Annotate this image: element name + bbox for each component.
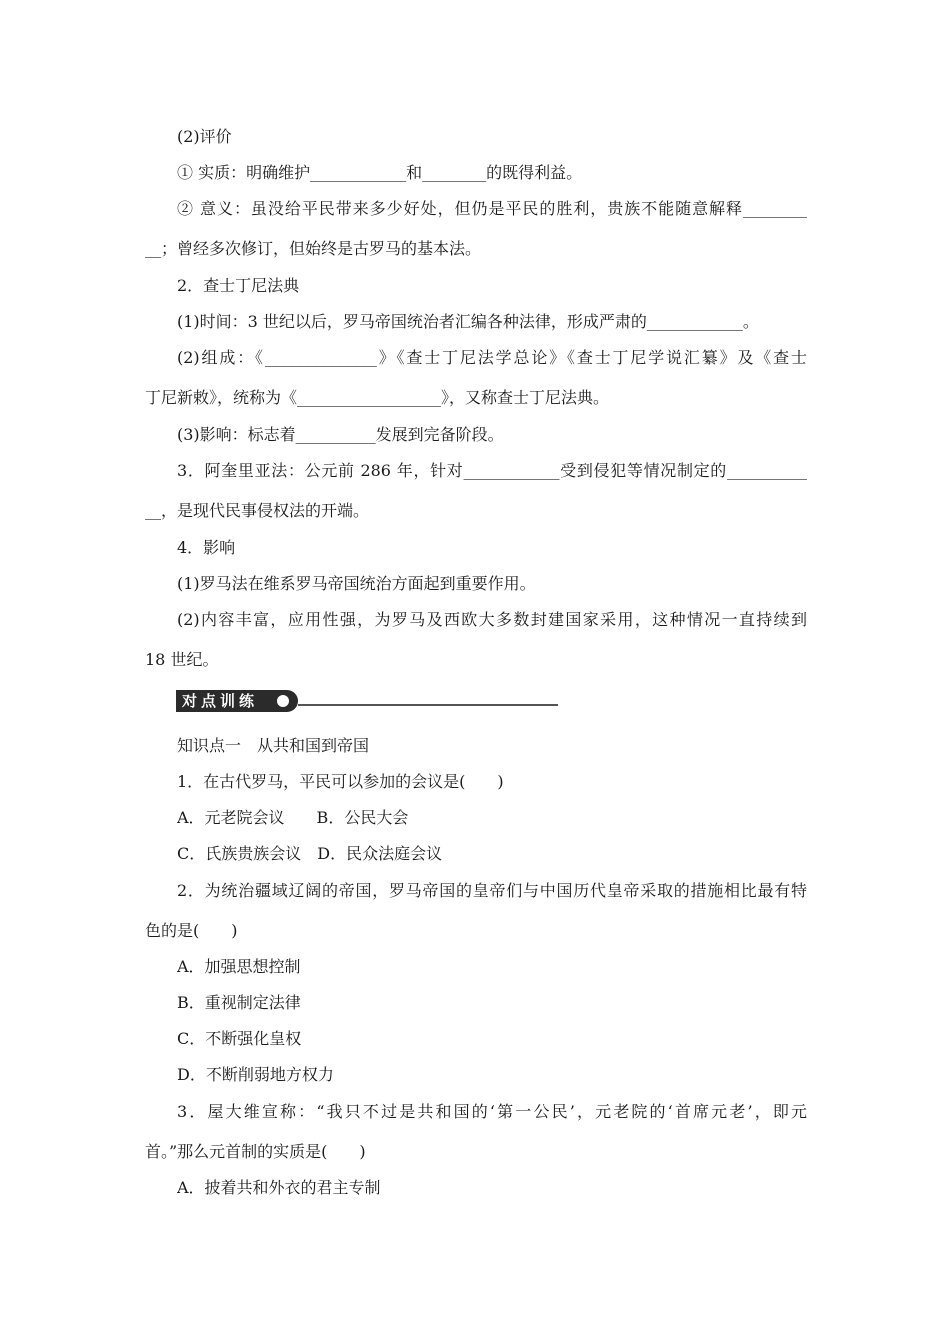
circle-bullet-icon	[277, 695, 289, 707]
text-line: 18 世纪。	[145, 650, 219, 669]
question-2-option: A．加强思想控制	[177, 957, 301, 976]
question-1-options: A．元老院会议 B．公民大会	[177, 808, 409, 827]
question-2-option: D．不断削弱地方权力	[177, 1065, 334, 1084]
text-line: ① 实质：明确维护____________和________的既得利益。	[177, 163, 583, 182]
section-divider	[298, 704, 558, 706]
text-line: (2)评价	[177, 127, 232, 146]
text-line: ② 意义：虽没给平民带来多少好处，但仍是平民的胜利，贵族不能随意解释________	[177, 199, 807, 218]
text-line: (2)组成：《______________》《查士丁尼法学总论》《查士丁尼学说汇纂》及《查士	[177, 348, 807, 367]
question-3: 首。”那么元首制的实质是( )	[145, 1142, 366, 1161]
text-line: (1)罗马法在维系罗马帝国统治方面起到重要作用。	[177, 574, 536, 593]
question-2: 2．为统治疆域辽阔的帝国，罗马帝国的皇帝们与中国历代皇帝采取的措施相比最有特	[177, 881, 807, 900]
text-line: (2)内容丰富，应用性强，为罗马及西欧大多数封建国家采用，这种情况一直持续到	[177, 610, 807, 629]
text-line: (1)时间：3 世纪以后，罗马帝国统治者汇编各种法律，形成严肃的____________。	[177, 312, 759, 331]
section-banner-box	[176, 690, 298, 712]
question-2-option: B．重视制定法律	[177, 993, 301, 1012]
text-line: 2．查士丁尼法典	[177, 276, 300, 295]
question-2: 色的是( )	[145, 921, 238, 940]
question-1: 1．在古代罗马，平民可以参加的会议是( )	[177, 772, 504, 791]
question-3-option: A．披着共和外衣的君主专制	[177, 1178, 381, 1197]
question-3: 3．屋大维宣称：“我只不过是共和国的‘第一公民’，元老院的‘首席元老’，即元	[177, 1102, 807, 1121]
section-banner	[176, 690, 558, 712]
text-line: __，是现代民事侵权法的开端。	[145, 501, 370, 520]
text-line: (3)影响：标志着__________发展到完备阶段。	[177, 425, 504, 444]
question-1-options: C．氏族贵族会议 D．民众法庭会议	[177, 844, 443, 863]
question-2-option: C．不断强化皇权	[177, 1029, 302, 1048]
text-line: 4．影响	[177, 538, 236, 557]
section-title: 对点训练	[182, 692, 259, 710]
knowledge-point-heading: 知识点一 从共和国到帝国	[177, 736, 370, 755]
text-line: __；曾经多次修订，但始终是古罗马的基本法。	[145, 239, 482, 258]
text-line: 丁尼新敕》，统称为《__________________》，又称查士丁尼法典。	[145, 388, 610, 407]
text-line: 3．阿奎里亚法：公元前 286 年，针对____________受到侵犯等情况制定的__________	[177, 461, 807, 480]
